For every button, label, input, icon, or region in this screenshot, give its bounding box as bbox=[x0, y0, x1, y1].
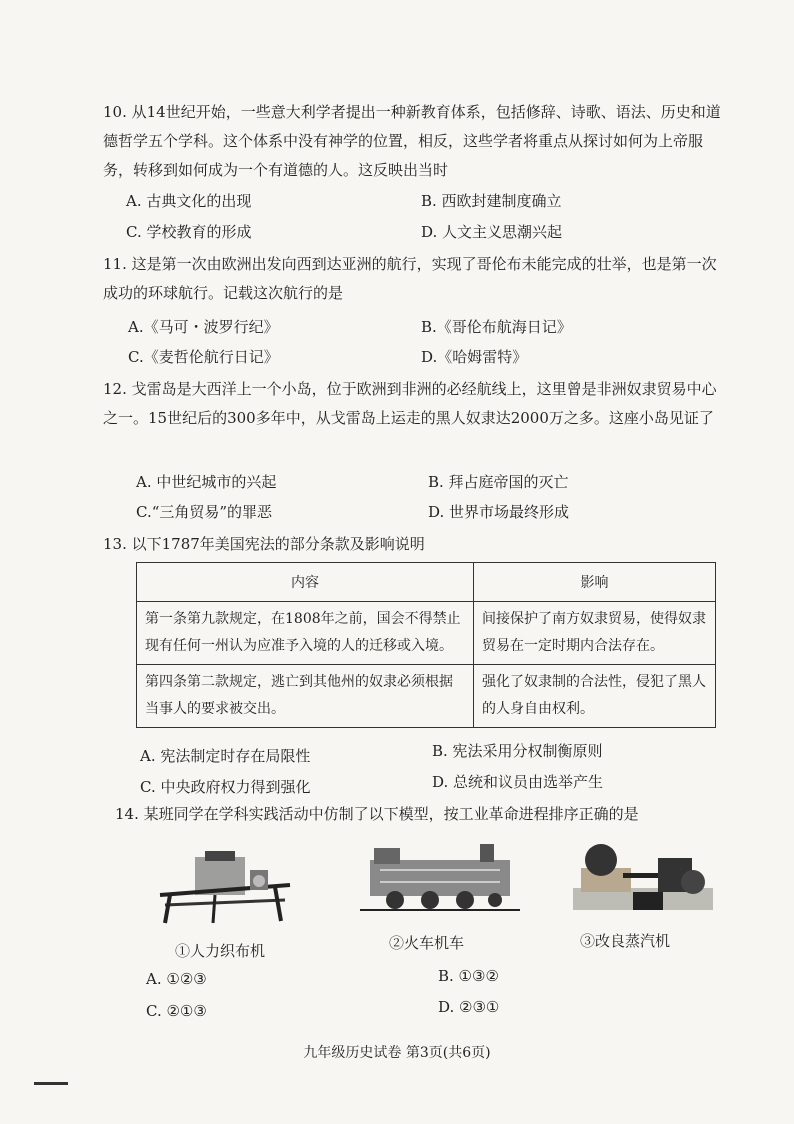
q14-option-b[interactable]: B. ①③② bbox=[438, 967, 499, 985]
table-cell: 强化了奴隶制的合法性，侵犯了黑人的人身自由权利。 bbox=[474, 665, 716, 728]
locomotive-model-icon bbox=[360, 838, 520, 913]
table-header-row bbox=[137, 563, 716, 602]
question-12-stem: 12. 戈雷岛是大西洋上一个小岛，位于欧洲到非洲的必经航线上，这里曾是非洲奴隶贸易中心之一。15世纪后的300多年中，从戈雷岛上运走的黑人奴隶达2000万之多。这座小岛见证了 bbox=[103, 380, 717, 427]
constitution-table bbox=[136, 562, 716, 728]
q13-option-d[interactable]: D. 总统和议员由选举产生 bbox=[432, 773, 604, 791]
steam-engine-model-image bbox=[573, 838, 713, 918]
steam-engine-model-icon bbox=[573, 838, 713, 918]
table-cell: 间接保护了南方奴隶贸易，使得奴隶贸易在一定时期内合法存在。 bbox=[474, 602, 716, 665]
question-13-stem: 13. 以下1787年美国宪法的部分条款及影响说明 bbox=[103, 535, 425, 553]
q12-option-b[interactable]: B. 拜占庭帝国的灭亡 bbox=[428, 473, 569, 491]
question-14 bbox=[115, 800, 735, 829]
scan-mark bbox=[34, 1082, 68, 1085]
q12-option-d[interactable]: D. 世界市场最终形成 bbox=[428, 503, 570, 521]
caption-steam-engine: ③改良蒸汽机 bbox=[580, 932, 671, 950]
table-row bbox=[137, 665, 716, 728]
q14-option-d[interactable]: D. ②③① bbox=[438, 998, 500, 1016]
q13-option-a[interactable]: A. 宪法制定时存在局限性 bbox=[140, 747, 311, 765]
q10-option-a[interactable]: A. 古典文化的出现 bbox=[126, 192, 252, 210]
caption-locomotive: ②火车机车 bbox=[389, 934, 465, 952]
q13-option-b[interactable]: B. 宪法采用分权制衡原则 bbox=[432, 742, 603, 760]
table-cell: 第一条第九款规定，在1808年之前，国会不得禁止现有任何一州认为应准予入境的人的迁移或入境。 bbox=[137, 602, 474, 665]
question-13 bbox=[103, 530, 723, 559]
q14-option-a[interactable]: A. ①②③ bbox=[146, 970, 207, 988]
question-14-stem: 14. 某班同学在学科实践活动中仿制了以下模型，按工业革命进程排序正确的是 bbox=[115, 805, 639, 823]
page-footer: 九年级历史试卷 第3页(共6页) bbox=[303, 1045, 491, 1061]
q11-option-d[interactable]: D.《哈姆雷特》 bbox=[421, 348, 528, 366]
q14-option-c[interactable]: C. ②①③ bbox=[146, 1002, 207, 1020]
caption-loom: ①人力织布机 bbox=[175, 942, 266, 960]
q11-option-a[interactable]: A.《马可・波罗行纪》 bbox=[128, 318, 279, 336]
question-11-stem: 11. 这是第一次由欧洲出发向西到达亚洲的航行，实现了哥伦布未能完成的壮举，也是第一次成功的环球航行。记载这次航行的是 bbox=[103, 255, 717, 302]
question-10 bbox=[103, 98, 723, 185]
q11-option-c[interactable]: C.《麦哲伦航行日记》 bbox=[128, 348, 279, 366]
q10-option-d[interactable]: D. 人文主义思潮兴起 bbox=[421, 223, 563, 241]
question-12 bbox=[103, 375, 723, 433]
table-cell: 第四条第二款规定，逃亡到其他州的奴隶必须根据当事人的要求被交出。 bbox=[137, 665, 474, 728]
q11-option-b[interactable]: B.《哥伦布航海日记》 bbox=[421, 318, 572, 336]
table-row bbox=[137, 602, 716, 665]
q10-option-b[interactable]: B. 西欧封建制度确立 bbox=[421, 192, 562, 210]
loom-model-icon bbox=[155, 845, 295, 925]
locomotive-model-image bbox=[360, 838, 520, 913]
q12-option-c[interactable]: C.“三角贸易”的罪恶 bbox=[136, 503, 273, 521]
q10-option-c[interactable]: C. 学校教育的形成 bbox=[126, 223, 252, 241]
question-11 bbox=[103, 250, 723, 308]
question-10-stem: 10. 从14世纪开始，一些意大利学者提出一种新教育体系，包括修辞、诗歌、语法、历史和道德哲学五个学科。这个体系中没有神学的位置，相反，这些学者将重点从探讨如何为上帝服务，转移到如何成为一个有道德的人。这反映出当时 bbox=[103, 103, 721, 179]
q12-option-a[interactable]: A. 中世纪城市的兴起 bbox=[136, 473, 277, 491]
loom-model-image bbox=[155, 845, 295, 925]
table-header-content: 内容 bbox=[137, 563, 474, 602]
table-header-impact: 影响 bbox=[474, 563, 716, 602]
q13-option-c[interactable]: C. 中央政府权力得到强化 bbox=[140, 778, 311, 796]
